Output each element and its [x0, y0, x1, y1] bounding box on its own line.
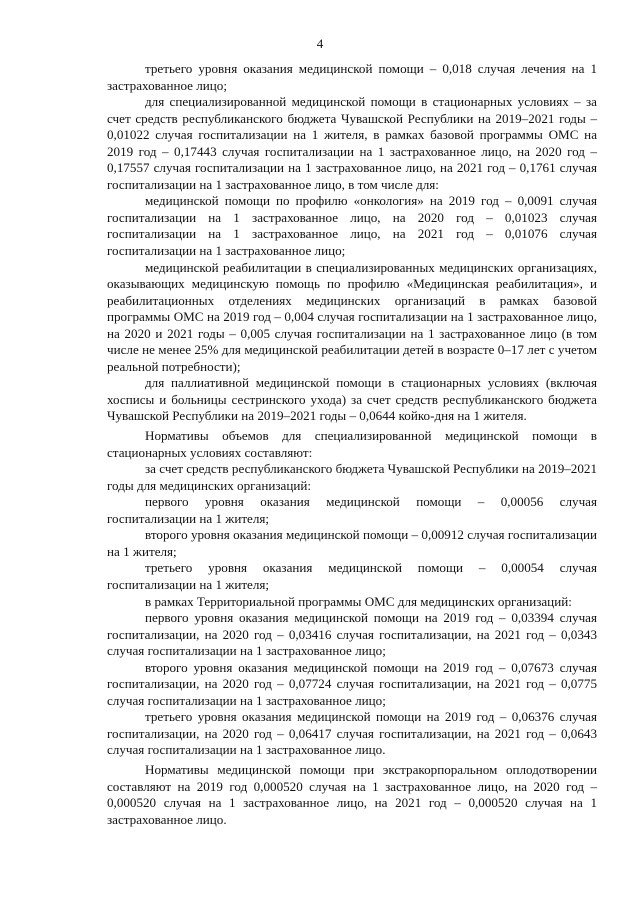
- paragraph-specialized-inpatient-care: для специализированной медицинской помощи в стационарных условиях – за счет средств республиканского бюджета Чувашской Республики на 2019–2021 годы – 0,01022 случая госпитализации на 1 жителя, в рамках базовой программы ОМС на 2019 год – 0,17443 случая госпитализации на 1 застрахованное лицо, на 2020 год – 0,17557 случая госпитализации на 1 застрахованное лицо, на 2021 год – 0,1761 случая госпитализации на 1 застрахованное лицо, в том числе для:: [107, 94, 597, 192]
- paragraph-oncology-profile: медицинской помощи по профилю «онкология» на 2019 год – 0,0091 случая госпитализации на 1 застрахованное лицо, на 2020 год – 0,01023 случая госпитализации на 1 застрахованное лицо, на 2021 год – 0,01076 случая госпитализации на 1 застрахованное лицо;: [107, 193, 597, 259]
- paragraph-oms-first-level: первого уровня оказания медицинской помощи на 2019 год – 0,03394 случая госпитализации, на 2020 год – 0,03416 случая госпитализации, на 2021 год – 0,0343 случая госпитализации на 1 застрахованное лицо;: [107, 610, 597, 659]
- paragraph-territorial-oms-program: в рамках Территориальной программы ОМС для медицинских организаций:: [145, 593, 572, 609]
- paragraph-oms-second-level: второго уровня оказания медицинской помощи на 2019 год – 0,07673 случая госпитализации, на 2020 год – 0,07724 случая госпитализации, на 2021 год – 0,0775 случая госпитализации на 1 застрахованное лицо;: [107, 659, 597, 708]
- paragraph-republican-budget: за счет средств республиканского бюджета Чувашской Республики на 2019–2021 годы для медицинских организаций:: [107, 461, 597, 493]
- paragraph-budget-first-level: первого уровня оказания медицинской помощи – 0,00056 случая госпитализации на 1 жителя;: [107, 494, 597, 526]
- paragraph-volume-standards-intro: Нормативы объемов для специализированной медицинской помощи в стационарных условиях составляют:: [107, 428, 597, 460]
- paragraph-medical-rehabilitation: медицинской реабилитации в специализированных медицинских организациях, оказывающих медицинскую помощь по профилю «Медицинская реабилитация», и реабилитационных отделениях медицинских организаций в рамках базовой программы ОМС на 2019 год – 0,004 случая госпитализации на 1 застрахованное лицо, на 2020 и 2021 годы – 0,005 случая госпитализации на 1 застрахованное лицо (в том числе не менее 25% для медицинской реабилитации детей в возрасте 0–17 лет с учетом реальной потребности);: [107, 259, 597, 374]
- paragraph-palliative-care: для паллиативной медицинской помощи в стационарных условиях (включая хосписы и больницы сестринского ухода) за счет средств республиканского бюджета Чувашской Республики на 2019–2021 годы – 0,0644 койко-дня на 1 жителя.: [107, 375, 597, 424]
- paragraph-tertiary-level-day-care: третьего уровня оказания медицинской помощи – 0,018 случая лечения на 1 застрахованное лицо;: [107, 61, 597, 93]
- page-number: 4: [316, 36, 324, 51]
- paragraph-oms-third-level: третьего уровня оказания медицинской помощи на 2019 год – 0,06376 случая госпитализации, на 2020 год – 0,06417 случая госпитализации, на 2021 год – 0,0643 случая госпитализации на 1 застрахованное лицо.: [107, 709, 597, 758]
- paragraph-ivf-standards: Нормативы медицинской помощи при экстракорпоральном оплодотворении составляют на 2019 год 0,000520 случая на 1 застрахованное лицо, на 2020 год – 0,000520 случая на 1 застрахованное лицо, на 2021 год – 0,000520 случая на 1 застрахованное лицо.: [107, 761, 597, 827]
- document-body: [107, 61, 597, 828]
- paragraph-budget-second-level: второго уровня оказания медицинской помощи – 0,00912 случая госпитализации на 1 жителя;: [107, 527, 597, 559]
- paragraph-budget-third-level: третьего уровня оказания медицинской помощи – 0,00054 случая госпитализации на 1 жителя;: [107, 560, 597, 592]
